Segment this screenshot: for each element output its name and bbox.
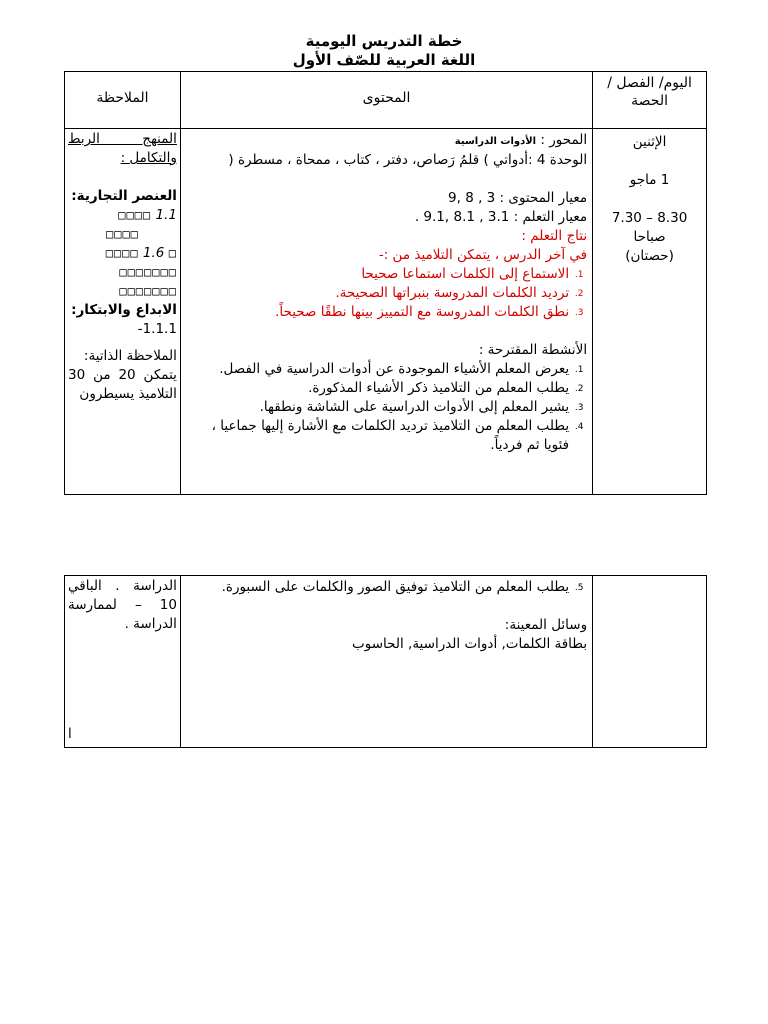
creativity-value: 1.1.1- — [137, 321, 177, 337]
content-cell — [180, 129, 592, 495]
outcomes-list — [186, 265, 587, 322]
elements-title: العنصر التجارية: — [71, 188, 177, 204]
outcomes-title: نتاج التعلم : — [521, 228, 588, 244]
table-row — [65, 129, 707, 495]
list-item: 2. ترديد الكلمات المدروسة بنبراتها الصحيحة. — [335, 285, 584, 301]
list-item: 3. يشير المعلم إلى الأدوات الدراسية على الشاشة ونطقها. — [259, 399, 584, 415]
theme-value: الأدوات الدراسية — [454, 136, 537, 147]
header-content-cell — [180, 72, 592, 129]
list-item: 2. يطلب المعلم من التلاميذ ذكر الأشياء المذكورة. — [308, 380, 584, 396]
integration-title: المنهج الربط والتكامل : — [68, 131, 177, 166]
day-name: الإثنين — [632, 134, 667, 150]
outcomes-intro: في آخر الدرس ، يتمكن التلاميذ من :- — [378, 247, 588, 263]
header-day: اليوم/ الفصل / الحصة — [607, 75, 692, 109]
self-note-title: الملاحظة الذاتية: — [83, 348, 177, 364]
theme-line — [186, 131, 587, 151]
day-period: صباحا — [633, 229, 666, 245]
header-content: المحتوى — [362, 90, 411, 106]
table-row — [65, 576, 707, 748]
list-item: 4. يطلب المعلم من التلاميذ ترديد الكلمات مع الأشارة إليها جماعيا ، فئويا ثم فردياً. — [211, 418, 584, 453]
page-subtitle: اللغة العربية للصّف الأول — [292, 51, 476, 69]
activities-list — [186, 360, 587, 455]
element-row: 1.1 □□□□ — [118, 207, 177, 223]
list-item: 1. يعرض المعلم الأشياء الموجودة عن أدوات الدراسية في الفصل. — [219, 361, 584, 377]
notes-cell — [65, 576, 181, 748]
element-boxes: □□□□□□□ — [119, 284, 177, 298]
activities-list-continued — [186, 578, 587, 597]
day-cell — [593, 129, 707, 495]
table-header-row — [65, 72, 707, 129]
notes-continued: الدراسة . الباقي 10 – لممارسة الدراسة . — [68, 578, 177, 632]
day-cell-empty — [593, 576, 707, 748]
activities-title: الأنشطة المقترحة : — [478, 342, 588, 358]
list-item: 5. يطلب المعلم من التلاميذ توفيق الصور والكلمات على السبورة. — [221, 579, 584, 595]
aids-text: بطاقة الكلمات, أدوات الدراسية, الحاسوب — [352, 636, 588, 652]
lesson-plan-table — [64, 71, 707, 495]
day-date: 1 ماجو — [629, 172, 670, 188]
standard-content: معيار المحتوى : 3 , 8 ,9 — [448, 190, 588, 206]
header-notes-cell — [65, 72, 181, 129]
theme-label: المحور : — [540, 132, 588, 148]
standard-learning: معيار التعلم : 3.1 , 8.1 ,9.1 . — [414, 209, 588, 225]
lesson-plan-table-continued — [64, 575, 707, 748]
day-time: 7.30 – 8.30 — [611, 210, 688, 226]
unit-line: الوحدة 4 :أدواتي ) قلمُ رَصاص، دفتر ، كتاب ، ممحاة ، مسطرة ( — [228, 152, 588, 168]
element-row: □ 1.6 □□□□ — [105, 245, 177, 261]
list-item: 1. الاستماع إلى الكلمات استماعا صحيحا — [361, 266, 584, 282]
header-notes: الملاحظة — [96, 90, 149, 106]
list-item: 3. نطق الكلمات المدروسة مع التمييز بينها نطقًا صحيحاً. — [275, 304, 584, 320]
aids-title: وسائل المعينة: — [504, 617, 588, 633]
content-cell — [180, 576, 592, 748]
day-sessions: (حصتان) — [625, 248, 674, 264]
page-title: خطة التدريس اليومية — [305, 32, 463, 50]
self-note-text: يتمكن 20 من 30 التلاميذ يسيطرون — [68, 367, 177, 402]
element-boxes: □□□□ — [106, 227, 139, 241]
element-boxes: □□□□□□□ — [119, 265, 177, 279]
notes-cell — [65, 129, 181, 495]
header-day-cell — [593, 72, 707, 129]
notes-mark: ا — [68, 726, 72, 742]
creativity-title: الابداع والابتكار: — [71, 302, 177, 318]
